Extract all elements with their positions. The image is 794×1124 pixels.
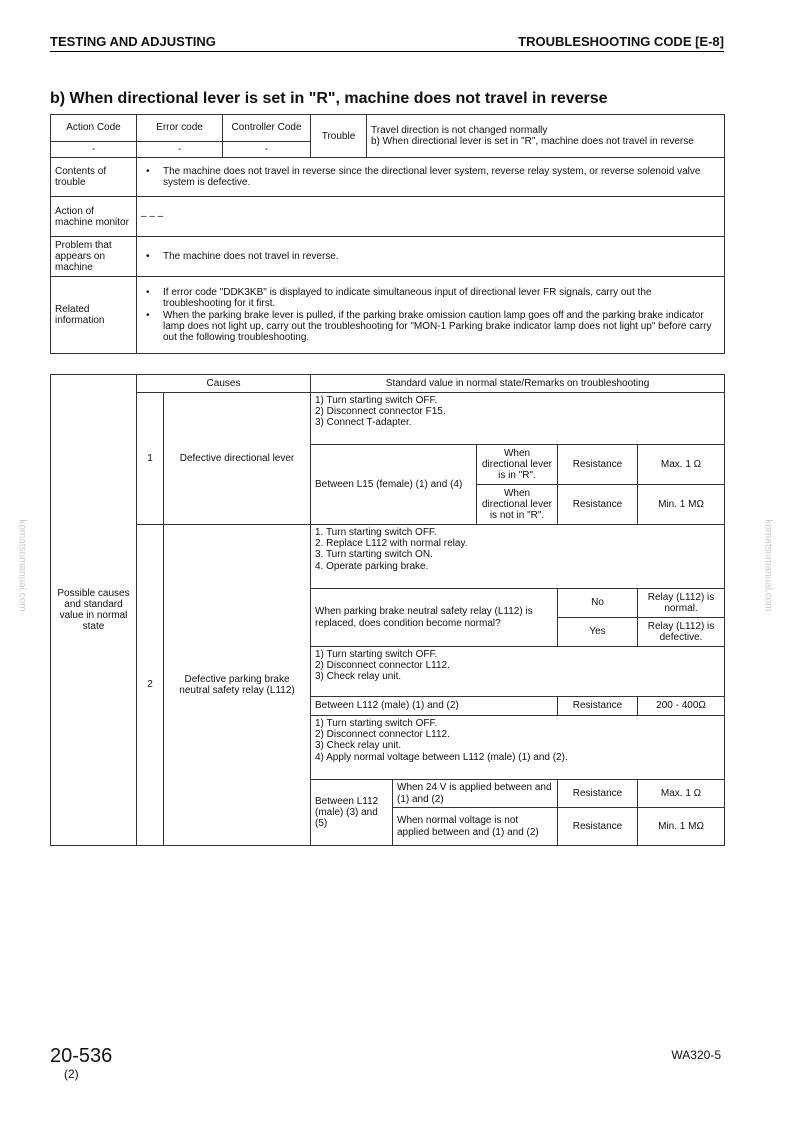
step: 3) Check relay unit. [315, 671, 402, 683]
cause-2-value-b: 200 - 400Ω [638, 697, 725, 716]
problem-cell [137, 237, 725, 277]
trouble-description [367, 115, 725, 158]
step: 2) Disconnect connector F15. [315, 406, 446, 418]
col-causes: Causes [137, 375, 311, 393]
cause-1-name: Defective directional lever [164, 393, 311, 525]
cause-2-item-c1: Resistance [558, 780, 638, 808]
cause-2-item-c2: Resistance [558, 808, 638, 846]
cause-2-steps-a [311, 525, 725, 589]
col-controller-code: Controller Code [223, 115, 311, 142]
step: 4) Apply normal voltage between L112 (male) (1) and (2). [315, 751, 568, 763]
cause-1-value-2: Min. 1 MΩ [638, 485, 725, 525]
cause-2-no-label: No [558, 589, 638, 618]
cause-2-value-c2: Min. 1 MΩ [638, 808, 725, 846]
trouble-info-table [50, 114, 725, 354]
cause-2-name: Defective parking brake neutral safety relay (L112) [164, 525, 311, 846]
problem-text: • The machine does not travel in reverse. [163, 251, 720, 262]
cause-2-question: When parking brake neutral safety relay (L112) is replaced, does condition become normal? [311, 589, 558, 647]
contents-cell [137, 158, 725, 197]
related-label: Related information [51, 277, 137, 354]
related-cell [137, 277, 725, 354]
page-number: 20-536 [50, 1045, 113, 1067]
cause-1-value-1: Max. 1 Ω [638, 445, 725, 485]
related-item-2: • When the parking brake lever is pulled, if the parking brake omission caution lamp goes off and the parking brake indicator lamp does not light up, carry out the troubleshooting for "MON-1 Parking brake indicator lamp does not light up" before carry out the following troubleshooting. [163, 310, 720, 344]
step: 2) Disconnect connector L112. [315, 660, 450, 672]
problem-label: Problem that appears on machine [51, 237, 137, 277]
col-error-code: Error code [137, 115, 223, 142]
cause-1-item-2: Resistance [558, 485, 638, 525]
cause-2-no-result: Relay (L112) is normal. [638, 589, 725, 618]
causes-table [50, 374, 725, 846]
cause-1-number: 1 [137, 393, 164, 525]
cause-1-steps [311, 393, 725, 445]
step: 1) Turn starting switch OFF. [315, 649, 438, 660]
model-name: WA320-5 [671, 1048, 721, 1062]
cause-2-yes-label: Yes [558, 618, 638, 647]
step: 3. Turn starting switch ON. [315, 549, 433, 561]
cause-2-steps-b [311, 647, 725, 697]
step: 2) Disconnect connector L112. [315, 729, 450, 741]
col-action-code: Action Code [51, 115, 137, 142]
contents-label: Contents of trouble [51, 158, 137, 197]
step: 1. Turn starting switch OFF. [315, 527, 437, 538]
step: 4. Operate parking brake. [315, 560, 429, 572]
header-left-title: TESTING AND ADJUSTING [50, 34, 216, 49]
step: 3) Check relay unit. [315, 740, 402, 752]
step: 2. Replace L112 with normal relay. [315, 538, 468, 550]
section-title: b) When directional lever is set in "R", machine does not travel in reverse [50, 90, 608, 107]
step: 1) Turn starting switch OFF. [315, 718, 438, 729]
action-label: Action of machine monitor [51, 197, 137, 237]
header-right-title: TROUBLESHOOTING CODE [E-8] [518, 34, 724, 49]
revision-number: (2) [64, 1067, 79, 1081]
col-trouble: Trouble [311, 115, 367, 158]
cause-2-number: 2 [137, 525, 164, 846]
cause-1-condition-2: When directional lever is not in "R". [477, 485, 558, 525]
possible-causes-label: Possible causes and standard value in normal state [51, 375, 137, 846]
action-text: – – – [137, 197, 725, 237]
step: 3) Connect T-adapter. [315, 417, 412, 429]
cause-1-condition-1: When directional lever is in "R". [477, 445, 558, 485]
action-code-value: - [51, 142, 137, 158]
cause-2-item-b: Resistance [558, 697, 638, 716]
trouble-text-1: Travel direction is not changed normally [371, 124, 548, 136]
cause-1-between: Between L15 (female) (1) and (4) [311, 445, 477, 525]
cause-2-value-c1: Max. 1 Ω [638, 780, 725, 808]
error-code-value: - [137, 142, 223, 158]
controller-code-value: - [223, 142, 311, 158]
related-item-1: • If error code "DDK3KB" is displayed to indicate simultaneous input of directional lever FR signals, carry out the troubleshooting for it first. [163, 287, 720, 309]
cause-2-condition-c1: When 24 V is applied between and (1) and (2) [393, 780, 558, 808]
trouble-text-2: b) When directional lever is set in "R", machine does not travel in reverse [371, 136, 694, 148]
cause-2-between-b: Between L112 (male) (1) and (2) [311, 697, 558, 716]
watermark-right: komatsumanual.com [762, 519, 774, 612]
cause-2-between-c: Between L112 (male) (3) and (5) [311, 780, 393, 846]
cause-2-condition-c2: When normal voltage is not applied between and (1) and (2) [393, 808, 558, 846]
watermark-left: komatsumanual.com [16, 519, 28, 612]
step: 1) Turn starting switch OFF. [315, 395, 438, 406]
cause-2-steps-c [311, 716, 725, 780]
col-standard-value: Standard value in normal state/Remarks on troubleshooting [311, 375, 725, 393]
header-rule [50, 51, 724, 52]
cause-2-yes-result: Relay (L112) is defective. [638, 618, 725, 647]
contents-text: • The machine does not travel in reverse since the directional lever system, reverse relay system, or reverse solenoid valve system is defective. [163, 166, 720, 188]
cause-1-item-1: Resistance [558, 445, 638, 485]
